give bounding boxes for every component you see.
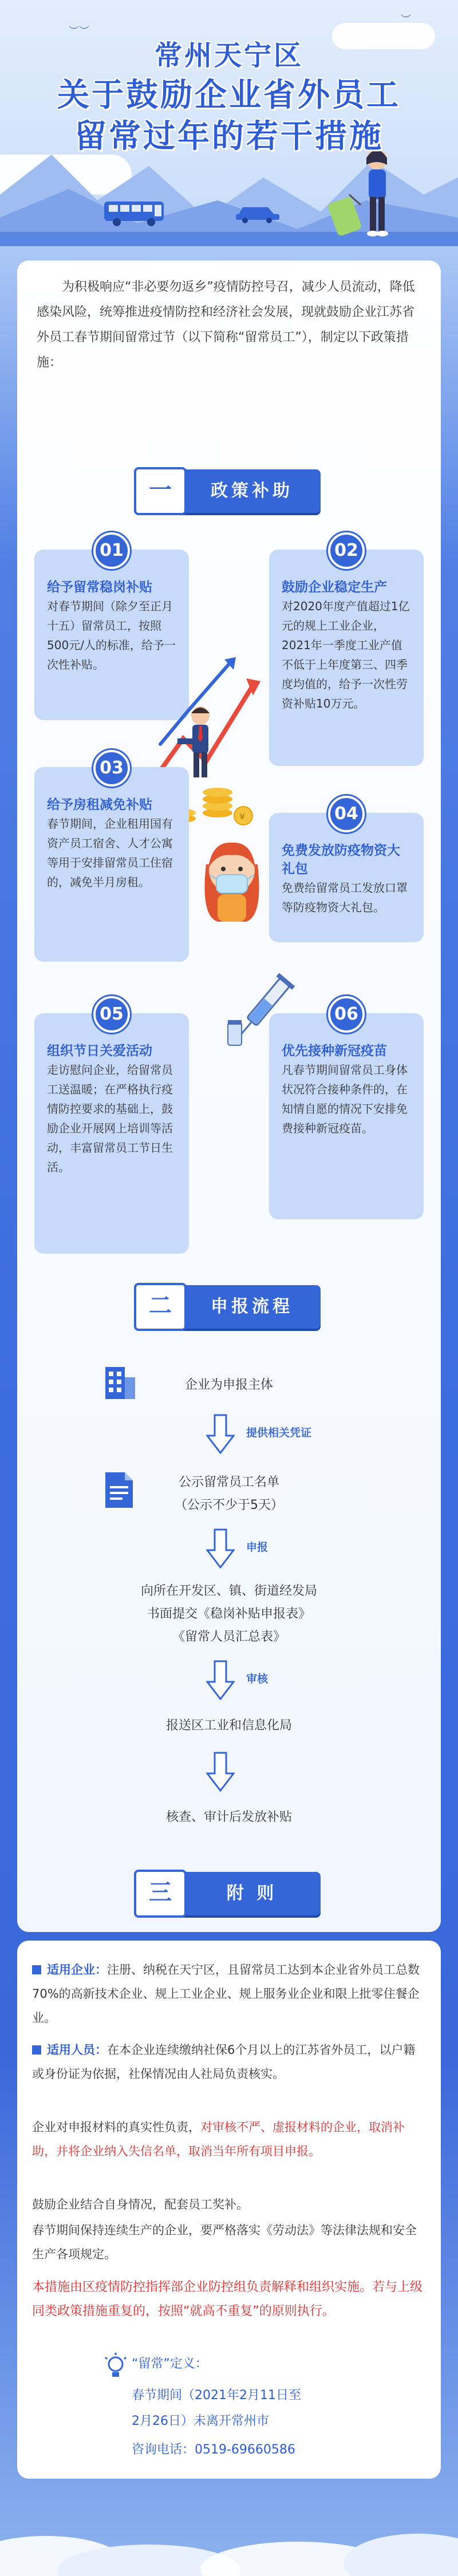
policy-number-badge: 05 [93, 996, 130, 1033]
policy-number-badge: 03 [93, 750, 130, 787]
definition-line: 2月26日）未离开常州市 [132, 2414, 269, 2428]
appendix-text: 在本企业连续缴纳社保6个月以上的江苏省外员工，以户籍或身份证为依据，社保情况由人社局负责核实。 [32, 2043, 416, 2081]
appendix-text: 注册、纳税在天宁区，且留常员工达到本企业省外员工总数70%的高新技术企业、规上工业企业、规上服务业企业和限上批零住餐企业。 [32, 1963, 420, 2025]
policy-body: 对2020年度产值超过1亿元的规上工业企业，2021年一季度工业产值不低于上年度第三、四季度均值的，给予一次性劳资补贴10万元。 [282, 599, 410, 710]
definition-title: “留常”定义： [132, 2357, 208, 2371]
flow-step-text: 向所在开发区、镇、街道经发局 [140, 1584, 317, 1598]
appendix-item-2 [32, 2038, 427, 2086]
bird-icon: ︶ [401, 14, 411, 26]
arrow-down-icon [206, 1660, 235, 1700]
policy-card-4 [269, 804, 424, 942]
policy-number-badge: 02 [328, 532, 365, 569]
flow-step-2 [52, 1471, 406, 1517]
bird-icon: ︶︶ [69, 25, 89, 37]
policy-body: 对春节期间（除夕至正月十五）留常员工，按照500元/人的标准，给予一次性补贴。 [47, 599, 176, 671]
section-label: 政策补助 [211, 481, 293, 501]
appendix-item-3 [32, 2115, 427, 2163]
section-number: 一 [134, 467, 187, 515]
section-number: 三 [134, 1870, 187, 1918]
policy-body: 免费给留常员工发放口罩等防疫物资大礼包。 [282, 881, 408, 914]
appendix-warning: 对审核不严、虚报材料的企业，取消补助，并将企业纳入失信名单，取消当年所有项目申报。 [32, 2120, 405, 2158]
appendix-item-1 [32, 1958, 427, 2030]
header-banner [0, 0, 458, 246]
appendix-label: 适用人员： [47, 2043, 107, 2057]
svg-text:¥: ¥ [239, 811, 246, 822]
appendix-label: 适用企业： [47, 1963, 107, 1977]
explanation-footnote: 本措施由区疫情防控指挥部企业防控组负责解释和组织实施。若与上级同类政策措施重复的，按照“就高不重复”的原则执行。 [32, 2280, 423, 2318]
bus-icon [103, 199, 166, 227]
flow-step-text: 公示留常员工名单 [178, 1475, 279, 1490]
appendix-item-4: 鼓励企业结合自身情况，配套员工奖补。 [32, 2198, 248, 2211]
policy-title: 给予房租减免补贴 [47, 797, 152, 812]
vaccine-syringe-illustration [223, 967, 298, 1053]
footer-clouds [0, 2502, 458, 2576]
flow-step-text: （公示不少于5天） [175, 1498, 283, 1512]
flow-step-4: 报送区工业和信息化局 [165, 1718, 292, 1733]
arrow-down-icon [206, 1752, 235, 1792]
policy-number-badge: 04 [328, 796, 365, 832]
mask-girl-illustration [195, 830, 269, 927]
section-banner-process [137, 1285, 321, 1329]
policy-title: 给予留常稳岗补贴 [47, 580, 152, 595]
appendix-text: 企业对申报材料的真实性负责， [32, 2120, 200, 2134]
definition-line: 春节期间（2021年2月11日至 [132, 2388, 301, 2403]
policy-body: 春节期间，企业租用国有资产员工宿舍、人才公寓等用于安排留常员工住宿的，减免半月房租。 [47, 817, 173, 889]
policy-title: 优先接种新冠疫苗 [282, 1044, 387, 1058]
section-number: 二 [134, 1283, 187, 1331]
arrow-down-icon [206, 1528, 235, 1568]
flow-step-text: 《留常人员汇总表》 [172, 1630, 286, 1644]
policy-number-badge: 01 [93, 532, 130, 569]
lightbulb-icon [103, 2353, 128, 2381]
square-bullet-icon [32, 1965, 41, 1974]
policy-card-2 [269, 540, 424, 766]
arrow-down-icon [206, 1414, 235, 1454]
policy-title: 免费发放防疫物资大礼包 [282, 843, 400, 876]
flow-step-text: 书面提交《稳岗补贴申报表》 [147, 1607, 311, 1621]
flow-step-3 [52, 1580, 406, 1649]
intro-paragraph: 为积极响应“非必要勿返乡”疫情防控号召，减少人员流动，降低感染风险，统筹推进疫情防控和经济社会发展，现就鼓励企业江苏省外员工春节期间留常过节（以下简称“留常员工”），制定以下政策措施： [37, 280, 415, 370]
flow-note: 申报 [246, 1541, 269, 1554]
traveler-illustration [321, 142, 412, 245]
appendix-item-5: 春节期间保持连续生产的企业，要严格落实《劳动法》等法律法规和安全生产各项规定。 [32, 2223, 417, 2261]
policy-body: 凡春节期间留常员工身体状况符合接种条件的，在知情自愿的情况下安排免费接种新冠疫苗。 [282, 1063, 408, 1135]
flow-step-1: 企业为申报主体 [184, 1378, 273, 1392]
flow-note: 提供相关凭证 [246, 1427, 312, 1439]
section-label: 附 则 [226, 1883, 278, 1903]
car-icon [235, 200, 281, 223]
policy-body: 走访慰问企业，给留常员工送温暖；在严格执行疫情防控要求的基础上，鼓励企业开展网上培训等活动，丰富留常员工节日生活。 [47, 1063, 173, 1174]
policy-card-3 [34, 758, 189, 962]
section-banner-appendix [137, 1872, 321, 1915]
policy-title: 组织节日关爱活动 [47, 1044, 152, 1058]
title-line-3: 留常过年的若干措施 [74, 118, 384, 155]
consult-phone: 咨询电话：0519-69660586 [132, 2443, 295, 2457]
policy-title: 鼓励企业稳定生产 [282, 580, 387, 595]
square-bullet-icon [32, 2045, 41, 2055]
title-line-2: 关于鼓励企业省外员工 [57, 77, 401, 114]
flow-note: 审核 [246, 1673, 269, 1685]
flow-step-5: 核查、审计后发放补贴 [165, 1810, 292, 1824]
policy-card-5 [34, 1004, 189, 1254]
title-line-1: 常州天宁区 [154, 39, 303, 72]
policy-number-badge: 06 [328, 996, 365, 1033]
section-label: 申报流程 [211, 1297, 293, 1317]
section-banner-policy [137, 469, 321, 513]
